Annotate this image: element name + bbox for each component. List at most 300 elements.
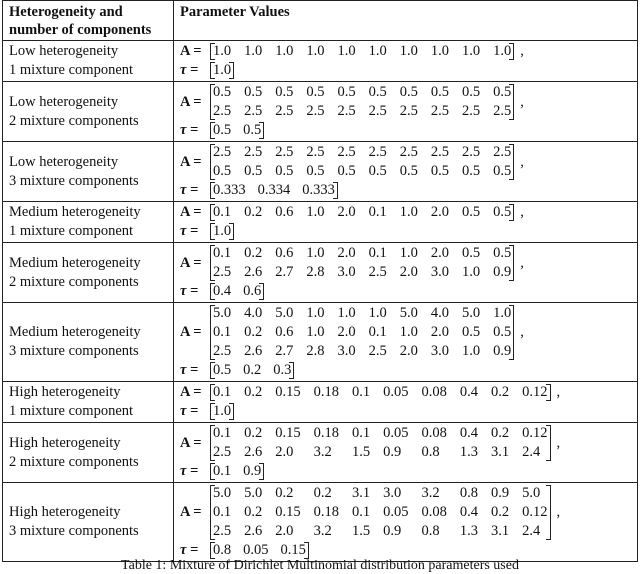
tau-vector: [210, 222, 234, 241]
matrix-cell: 0.15: [275, 425, 301, 441]
matrix-cell: 2.4: [522, 444, 541, 460]
matrix-cell: 0.5: [430, 84, 449, 100]
matrix-A-equation: [180, 203, 631, 222]
matrix-cell: 3.0: [337, 264, 356, 280]
matrix-cell: 2.5: [213, 523, 232, 539]
matrix-cell: 0.5: [462, 84, 481, 100]
parameter-values: [174, 382, 638, 423]
matrix-cell: 1.0: [368, 43, 387, 59]
tau-symbol: [180, 282, 206, 301]
matrix-cell: 0.2: [244, 384, 263, 400]
tau-cell: 1.0: [213, 223, 232, 239]
matrix-cell: 0.2: [244, 245, 263, 261]
matrix-cell: 0.2: [491, 425, 510, 441]
A-label: A =: [180, 504, 202, 520]
matrix-cell: 0.1: [352, 425, 371, 441]
matrix-cell: 2.5: [337, 144, 356, 160]
matrix-cell: 2.5: [337, 103, 356, 119]
comma: ,: [520, 93, 524, 110]
matrix-cell: 0.5: [493, 324, 512, 340]
tau-equation: [180, 222, 631, 241]
tau-cell: 0.5: [213, 362, 232, 378]
matrix-cell: 0.1: [368, 324, 387, 340]
matrix-cell: 0.08: [421, 384, 447, 400]
matrix-A-equation: [180, 83, 631, 121]
matrix-cell: 0.05: [383, 504, 409, 520]
matrix-cell: 3.0: [430, 343, 449, 359]
matrix-cell: 0.2: [244, 425, 263, 441]
tau-label: τ =: [180, 542, 199, 558]
tau-vector: [210, 181, 338, 200]
table-row: [3, 142, 638, 202]
matrix-cell: 3.0: [383, 485, 402, 501]
matrix-cell: 5.0: [244, 485, 263, 501]
matrix-cell: 2.5: [462, 144, 481, 160]
matrix-cell: 0.05: [383, 384, 409, 400]
matrix-cell: 1.0: [244, 43, 263, 59]
tau-symbol: [180, 61, 206, 80]
tau-label: τ =: [180, 122, 199, 138]
tau-vector: [210, 61, 234, 80]
matrix-cell: 0.1: [213, 204, 232, 220]
matrix-cell: 2.0: [430, 204, 449, 220]
matrix-cell: 4.0: [430, 305, 449, 321]
matrix-cell: 0.2: [244, 324, 263, 340]
matrix-cell: 2.6: [244, 523, 263, 539]
matrix-A: [210, 143, 514, 181]
parameter-values: [174, 202, 638, 243]
matrix-cell: 2.5: [368, 343, 387, 359]
heterogeneity-level: Low heterogeneity: [9, 43, 119, 59]
matrix-A-equation: [180, 42, 631, 61]
tau-vector: [210, 121, 264, 140]
parameter-values: [174, 82, 638, 142]
tau-cell: 0.5: [243, 122, 262, 138]
matrix-cell: 0.12: [522, 504, 548, 520]
matrix-cell: 0.6: [275, 324, 294, 340]
matrix-A-equation: [180, 143, 631, 181]
matrix-cell: 2.6: [244, 343, 263, 359]
matrix-cell: 2.5: [213, 264, 232, 280]
heterogeneity-level: Medium heterogeneity: [9, 324, 141, 340]
matrix-cell: 0.9: [491, 485, 510, 501]
tau-label: τ =: [180, 223, 199, 239]
matrix-cell: 2.5: [244, 103, 263, 119]
matrix-cell: 0.4: [459, 504, 478, 520]
heterogeneity-level: High heterogeneity: [9, 384, 121, 400]
component-count: 3 mixture components: [9, 523, 139, 539]
matrix-cell: 1.0: [306, 245, 325, 261]
table-row: [3, 202, 638, 243]
table-row: [3, 243, 638, 303]
tau-cell: 0.333: [213, 182, 246, 198]
matrix-cell: 2.5: [213, 103, 232, 119]
matrix-cell: 0.5: [430, 163, 449, 179]
A-label: A =: [180, 204, 202, 220]
matrix-cell: 0.6: [275, 204, 294, 220]
matrix-cell: 0.5: [493, 204, 512, 220]
matrix-cell: 2.5: [244, 144, 263, 160]
matrix-cell: 0.1: [352, 384, 371, 400]
matrix-cell: 0.1: [213, 504, 232, 520]
matrix-cell: 1.0: [306, 204, 325, 220]
matrix-cell: 0.08: [421, 504, 447, 520]
tau-label: τ =: [180, 62, 199, 78]
matrix-cell: 0.18: [313, 504, 339, 520]
matrix-A: [210, 383, 551, 402]
matrix-cell: 3.2: [313, 444, 332, 460]
matrix-cell: 0.5: [275, 163, 294, 179]
tau-cell: 0.6: [243, 283, 262, 299]
matrix-cell: 5.0: [399, 305, 418, 321]
matrix-cell: 0.1: [368, 204, 387, 220]
matrix-cell: 2.8: [306, 343, 325, 359]
header-heterogeneity: Heterogeneity and number of components: [3, 1, 174, 41]
matrix-cell: 0.5: [493, 84, 512, 100]
matrix-cell: 2.0: [337, 245, 356, 261]
matrix-cell: 0.5: [493, 163, 512, 179]
tau-symbol: [180, 462, 206, 481]
matrix-cell: 3.0: [337, 343, 356, 359]
matrix-cell: 5.0: [275, 305, 294, 321]
header-parameter-values: Parameter Values: [174, 1, 638, 41]
component-count: 2 mixture components: [9, 112, 139, 129]
matrix-cell: 1.0: [306, 305, 325, 321]
matrix-A-equation: [180, 244, 631, 282]
matrix-cell: 5.0: [213, 485, 232, 501]
matrix-A: [210, 424, 551, 462]
matrix-cell: 0.8: [421, 444, 440, 460]
matrix-cell: 1.0: [275, 43, 294, 59]
tau-vector: [210, 361, 294, 380]
tau-equation: [180, 361, 631, 380]
matrix-A-equation: [180, 424, 631, 462]
matrix-cell: 0.12: [522, 425, 548, 441]
tau-cell: 0.2: [243, 362, 262, 378]
matrix-cell: 0.4: [459, 384, 478, 400]
heterogeneity-level: Medium heterogeneity: [9, 254, 141, 271]
table-row: [3, 303, 638, 382]
matrix-cell: 2.5: [213, 343, 232, 359]
matrix-A-symbol: [180, 323, 206, 342]
matrix-cell: 0.1: [213, 324, 232, 340]
tau-vector: [210, 282, 264, 301]
matrix-cell: 1.0: [306, 324, 325, 340]
matrix-cell: 0.5: [337, 163, 356, 179]
matrix-cell: 0.4: [459, 425, 478, 441]
row-label: [3, 41, 174, 82]
matrix-A-symbol: [180, 93, 206, 112]
row-label: [3, 142, 174, 202]
comma: ,: [520, 43, 524, 59]
matrix-cell: 2.5: [462, 103, 481, 119]
heterogeneity-level: High heterogeneity: [9, 434, 121, 451]
matrix-cell: 2.5: [306, 144, 325, 160]
table-row: [3, 382, 638, 423]
matrix-cell: 2.5: [399, 144, 418, 160]
parameter-values: [174, 142, 638, 202]
component-count: 2 mixture components: [9, 453, 139, 470]
A-label: A =: [180, 384, 202, 400]
matrix-cell: 0.1: [213, 425, 232, 441]
matrix-cell: 0.2: [244, 204, 263, 220]
matrix-A-equation: [180, 383, 631, 402]
A-label: A =: [180, 434, 202, 451]
parameter-values: [174, 243, 638, 303]
comma: ,: [520, 254, 524, 271]
matrix-cell: 0.5: [213, 84, 232, 100]
matrix-cell: 2.5: [213, 144, 232, 160]
matrix-cell: 1.0: [462, 343, 481, 359]
heterogeneity-level: Low heterogeneity: [9, 93, 119, 110]
matrix-cell: 2.4: [522, 523, 541, 539]
table-row: [3, 483, 638, 562]
tau-label: τ =: [180, 362, 199, 378]
A-label: A =: [180, 43, 202, 59]
matrix-cell: 1.5: [352, 523, 371, 539]
tau-equation: [180, 462, 631, 481]
heterogeneity-level: Low heterogeneity: [9, 153, 119, 170]
matrix-cell: 0.5: [337, 84, 356, 100]
tau-label: τ =: [180, 463, 199, 479]
tau-symbol: [180, 402, 206, 421]
matrix-cell: 2.5: [275, 103, 294, 119]
matrix-A-symbol: [180, 254, 206, 273]
comma: ,: [520, 204, 524, 220]
matrix-A-equation: [180, 484, 631, 541]
matrix-A: [210, 484, 551, 541]
matrix-cell: 1.0: [213, 43, 232, 59]
matrix-cell: 0.5: [399, 84, 418, 100]
tau-vector: [210, 402, 234, 421]
matrix-cell: 0.5: [368, 163, 387, 179]
tau-label: τ =: [180, 182, 199, 198]
matrix-A-equation: [180, 304, 631, 361]
matrix-cell: 1.0: [399, 324, 418, 340]
matrix-cell: 4.0: [244, 305, 263, 321]
table-row: [3, 423, 638, 483]
matrix-cell: 0.5: [306, 84, 325, 100]
matrix-cell: 0.5: [368, 84, 387, 100]
matrix-A-symbol: [180, 503, 206, 522]
matrix-cell: 0.1: [213, 384, 232, 400]
heterogeneity-level: Medium heterogeneity: [9, 204, 141, 220]
matrix-cell: 2.7: [275, 264, 294, 280]
matrix-cell: 0.9: [383, 523, 402, 539]
tau-equation: [180, 121, 631, 140]
matrix-A-symbol: [180, 153, 206, 172]
matrix-cell: 2.0: [275, 523, 294, 539]
matrix-cell: 1.5: [352, 444, 371, 460]
tau-cell: 1.0: [213, 403, 232, 419]
matrix-cell: 1.0: [399, 43, 418, 59]
matrix-cell: 1.0: [493, 43, 512, 59]
matrix-cell: 2.0: [275, 444, 294, 460]
matrix-cell: 2.5: [493, 103, 512, 119]
matrix-cell: 5.0: [462, 305, 481, 321]
tau-cell: 0.15: [280, 542, 306, 558]
matrix-A: [210, 244, 514, 282]
matrix-cell: 5.0: [213, 305, 232, 321]
row-label: [3, 382, 174, 423]
tau-symbol: [180, 121, 206, 140]
matrix-cell: 0.5: [462, 163, 481, 179]
comma: ,: [556, 434, 561, 451]
matrix-cell: 0.5: [306, 163, 325, 179]
matrix-A-symbol: [180, 434, 206, 453]
parameter-table: [2, 0, 638, 562]
tau-cell: 0.3: [273, 362, 292, 378]
matrix-A: [210, 203, 514, 222]
matrix-cell: 0.5: [213, 163, 232, 179]
matrix-cell: 0.1: [213, 245, 232, 261]
matrix-cell: 3.1: [491, 444, 510, 460]
matrix-cell: 3.2: [421, 485, 440, 501]
heterogeneity-level: High heterogeneity: [9, 504, 121, 520]
matrix-cell: 0.5: [244, 84, 263, 100]
tau-equation: [180, 282, 631, 301]
matrix-cell: 0.9: [383, 444, 402, 460]
matrix-cell: 1.0: [368, 305, 387, 321]
comma: ,: [556, 384, 561, 400]
A-label: A =: [180, 324, 202, 340]
tau-cell: 0.05: [243, 542, 269, 558]
tau-equation: [180, 181, 631, 200]
matrix-A-symbol: [180, 383, 206, 402]
parameter-values: [174, 41, 638, 82]
tau-cell: 0.8: [213, 542, 232, 558]
matrix-cell: 0.5: [462, 245, 481, 261]
table-header-row: [3, 1, 638, 41]
comma: ,: [556, 504, 561, 520]
component-count: 3 mixture components: [9, 172, 139, 189]
row-label: [3, 82, 174, 142]
row-label: [3, 243, 174, 303]
matrix-cell: 2.5: [368, 264, 387, 280]
row-label: [3, 423, 174, 483]
matrix-cell: 1.0: [493, 305, 512, 321]
matrix-cell: 2.0: [430, 324, 449, 340]
matrix-cell: 0.5: [399, 163, 418, 179]
matrix-A-symbol: [180, 42, 206, 61]
matrix-cell: 1.3: [459, 523, 478, 539]
matrix-cell: 5.0: [522, 485, 541, 501]
component-count: 1 mixture component: [9, 62, 134, 78]
matrix-cell: 1.0: [430, 43, 449, 59]
matrix-A: [210, 304, 514, 361]
tau-equation: [180, 61, 631, 80]
matrix-cell: 2.6: [244, 264, 263, 280]
matrix-cell: 2.5: [430, 103, 449, 119]
matrix-cell: 3.1: [491, 523, 510, 539]
tau-label: τ =: [180, 283, 199, 299]
matrix-cell: 2.5: [368, 144, 387, 160]
row-label: [3, 202, 174, 243]
matrix-cell: 0.2: [244, 504, 263, 520]
matrix-cell: 0.15: [275, 384, 301, 400]
matrix-cell: 2.7: [275, 343, 294, 359]
table-caption: Table 1: Mixture of Dirichlet Multinomial distribution parameters used: [121, 558, 519, 573]
matrix-cell: 2.0: [399, 264, 418, 280]
matrix-cell: 3.1: [352, 485, 371, 501]
tau-cell: 0.9: [243, 463, 262, 479]
matrix-cell: 0.9: [493, 264, 512, 280]
tau-cell: 0.1: [213, 463, 232, 479]
matrix-cell: 0.5: [462, 204, 481, 220]
tau-cell: 0.334: [257, 182, 291, 198]
matrix-cell: 3.2: [313, 523, 332, 539]
matrix-cell: 1.0: [399, 245, 418, 261]
tau-cell: 1.0: [213, 62, 232, 78]
A-label: A =: [180, 93, 202, 110]
matrix-cell: 0.8: [459, 485, 478, 501]
matrix-cell: 0.18: [313, 425, 339, 441]
matrix-A-symbol: [180, 203, 206, 222]
matrix-cell: 1.0: [462, 264, 481, 280]
matrix-cell: 0.2: [491, 384, 510, 400]
tau-equation: [180, 402, 631, 421]
matrix-cell: 2.5: [306, 103, 325, 119]
matrix-cell: 0.1: [368, 245, 387, 261]
matrix-cell: 2.5: [430, 144, 449, 160]
tau-symbol: [180, 361, 206, 380]
matrix-cell: 2.5: [399, 103, 418, 119]
component-count: 1 mixture component: [9, 403, 134, 419]
matrix-cell: 0.8: [421, 523, 440, 539]
matrix-A: [210, 83, 514, 121]
matrix-cell: 1.0: [337, 43, 356, 59]
tau-cell: 0.4: [213, 283, 232, 299]
comma: ,: [520, 153, 524, 170]
matrix-cell: 0.2: [313, 485, 332, 501]
component-count: 2 mixture components: [9, 273, 139, 290]
tau-cell: 0.333: [302, 182, 335, 198]
matrix-cell: 0.2: [491, 504, 510, 520]
matrix-cell: 2.5: [275, 144, 294, 160]
tau-symbol: [180, 222, 206, 241]
matrix-cell: 2.5: [493, 144, 512, 160]
component-count: 3 mixture components: [9, 343, 139, 359]
matrix-cell: 0.15: [275, 504, 301, 520]
matrix-cell: 2.5: [368, 103, 387, 119]
matrix-cell: 0.18: [313, 384, 339, 400]
parameter-values: [174, 423, 638, 483]
matrix-cell: 2.0: [337, 204, 356, 220]
tau-label: τ =: [180, 403, 199, 419]
matrix-cell: 2.5: [213, 444, 232, 460]
component-count: 1 mixture component: [9, 223, 134, 239]
table-row: [3, 82, 638, 142]
matrix-cell: 0.6: [275, 245, 294, 261]
matrix-cell: 2.0: [337, 324, 356, 340]
matrix-cell: 1.0: [462, 43, 481, 59]
matrix-cell: 2.0: [399, 343, 418, 359]
table-row: [3, 41, 638, 82]
tau-vector: [210, 462, 264, 481]
matrix-cell: 2.6: [244, 444, 263, 460]
parameter-values: [174, 303, 638, 382]
matrix-cell: 3.0: [430, 264, 449, 280]
matrix-cell: 0.12: [522, 384, 548, 400]
matrix-cell: 0.5: [244, 163, 263, 179]
matrix-cell: 1.0: [306, 43, 325, 59]
matrix-cell: 0.2: [275, 485, 294, 501]
row-label: [3, 483, 174, 562]
matrix-cell: 1.0: [337, 305, 356, 321]
matrix-cell: 0.5: [275, 84, 294, 100]
A-label: A =: [180, 254, 202, 271]
row-label: [3, 303, 174, 382]
